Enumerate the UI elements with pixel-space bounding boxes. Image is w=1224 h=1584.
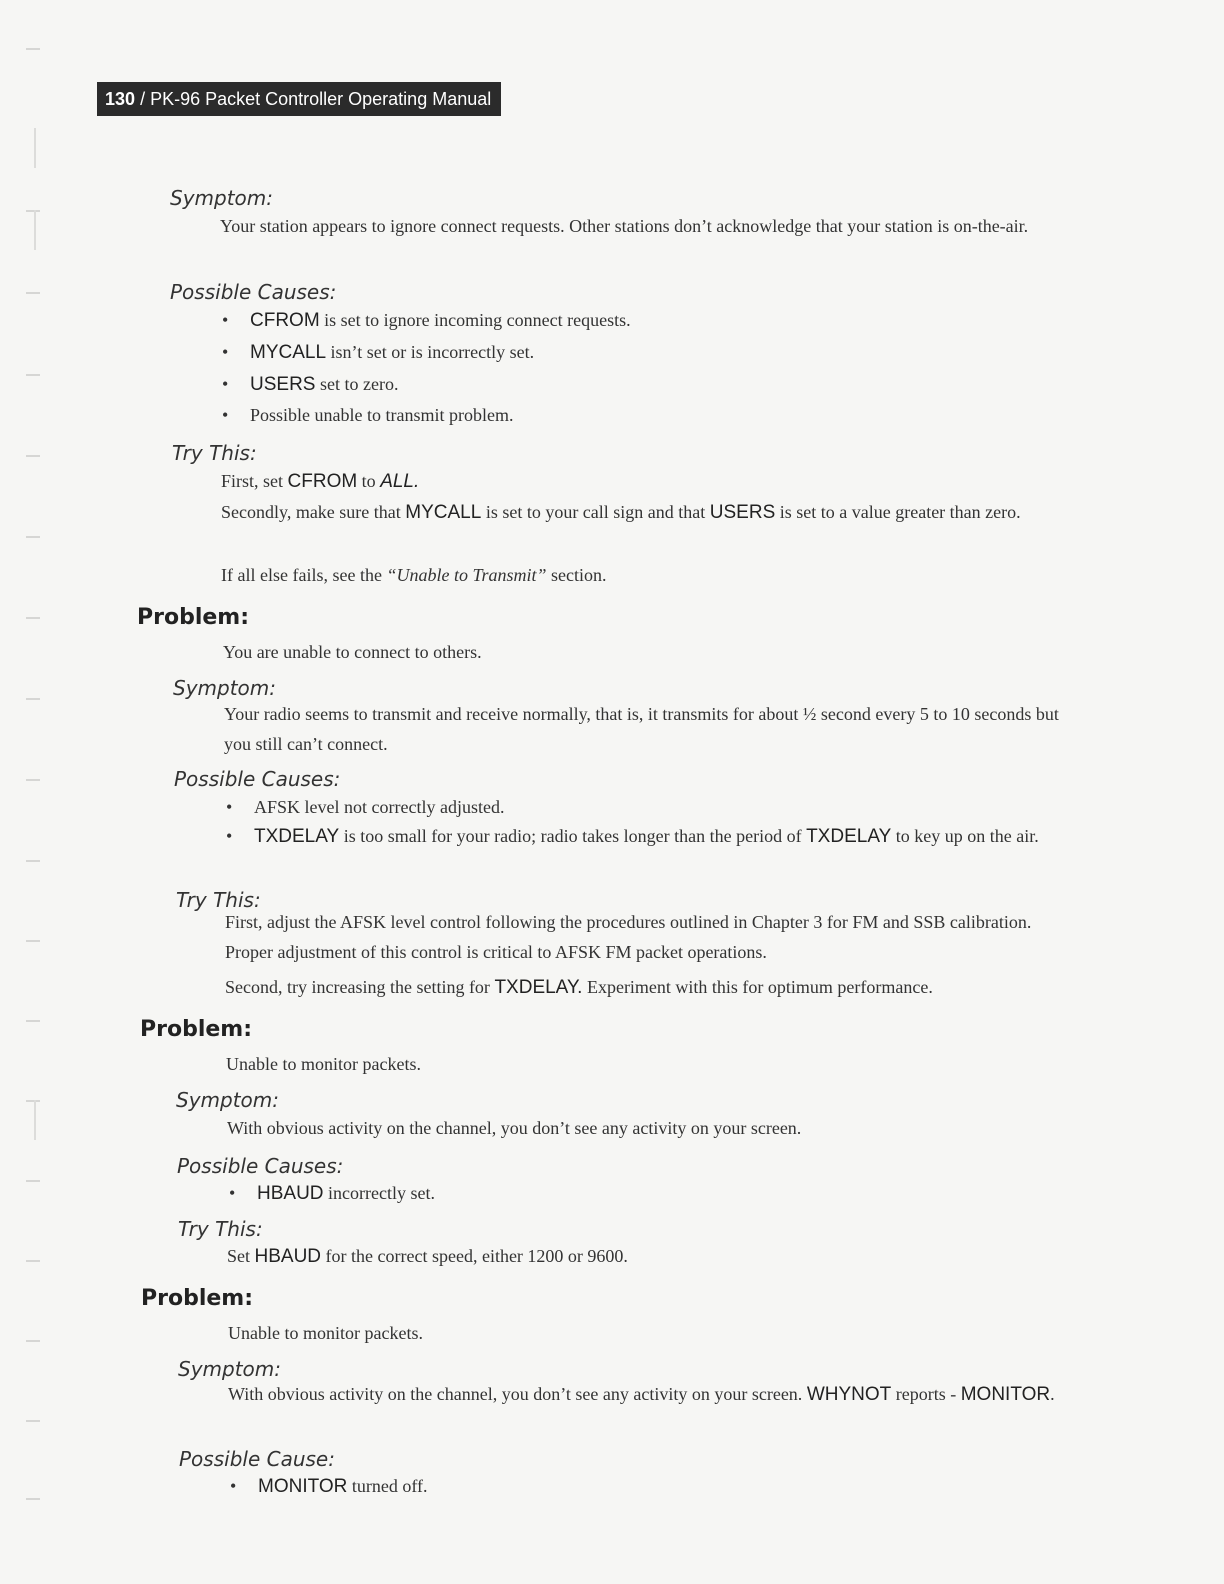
problem-heading: Problem:: [137, 605, 250, 630]
symptom-heading: Symptom:: [173, 676, 277, 700]
text: First, set: [221, 471, 288, 491]
problem-heading: Problem:: [140, 1017, 253, 1042]
symptom-text: With obvious activity on the channel, you don’t see any activity on your screen.: [227, 1118, 802, 1138]
text: Second, try increasing the setting for: [225, 977, 495, 997]
command-value: ALL.: [380, 471, 420, 492]
problem-heading: Problem:: [141, 1286, 254, 1311]
symptom-heading: Symptom:: [170, 186, 274, 210]
causes-heading: Possible Causes:: [170, 280, 337, 304]
list-item: [226, 821, 1076, 852]
try-text: [221, 560, 1071, 590]
text: for the correct speed, either 1200 or 9600.: [321, 1246, 628, 1266]
problem-text: Unable to monitor packets.: [228, 1323, 423, 1343]
text: reports -: [891, 1384, 961, 1404]
section-reference: “Unable to Transmit”: [386, 565, 547, 585]
causes-heading: Possible Causes:: [174, 767, 341, 791]
list-item: [229, 1178, 1059, 1209]
command-name: TXDELAY.: [494, 977, 583, 998]
bullet-text: incorrectly set.: [323, 1183, 435, 1203]
command-name: CFROM: [250, 310, 320, 331]
symptom-heading: Symptom:: [178, 1357, 282, 1381]
problem-text: Unable to monitor packets.: [226, 1054, 421, 1074]
text: With obvious activity on the channel, you don’t see any activity on your screen.: [228, 1384, 807, 1404]
bullet-text: is too small for your radio; radio takes longer than the period of: [339, 826, 807, 846]
causes-heading: Possible Causes:: [177, 1154, 344, 1178]
bullet-text: AFSK level not correctly adjusted.: [254, 797, 505, 817]
command-name: MONITOR: [960, 1384, 1051, 1405]
bullet-text: Possible unable to transmit problem.: [250, 405, 514, 425]
list-item: [222, 305, 1052, 336]
command-name: USERS: [250, 374, 316, 395]
try-heading: Try This:: [178, 1217, 263, 1241]
try-heading: Try This:: [172, 441, 257, 465]
page-header: [97, 82, 501, 116]
text: .: [1050, 1384, 1055, 1404]
list-item: [222, 369, 1052, 400]
text: If all else fails, see the: [221, 565, 387, 585]
manual-title: / PK-96 Packet Controller Operating Manual: [140, 89, 492, 109]
command-name: HBAUD: [257, 1183, 324, 1204]
list-item: [230, 1471, 1060, 1502]
list-item: [226, 792, 1056, 822]
symptom-text: Your station appears to ignore connect requests. Other stations don’t acknowledge that your station is on-the-air.: [220, 216, 1029, 236]
bullet-text: is set to ignore incoming connect requests.: [319, 310, 631, 330]
command-name: TXDELAY: [254, 826, 340, 847]
text: Secondly, make sure that: [221, 502, 406, 522]
text: is set to a value greater than zero.: [775, 502, 1021, 522]
list-item: [222, 400, 1052, 430]
text: is set to your call sign and that: [481, 502, 710, 522]
try-text: First, adjust the AFSK level control following the procedures outlined in Chapter 3 for FM and SSB calibration. Proper adjustment of this control is critical to AFSK FM packet operations.: [225, 912, 1032, 962]
try-text: [221, 497, 1071, 528]
page-number: 130: [105, 89, 136, 109]
bullet-text: turned off.: [347, 1476, 428, 1496]
try-heading: Try This:: [176, 888, 261, 912]
bullet-text: set to zero.: [315, 374, 399, 394]
symptom-text: Your radio seems to transmit and receive normally, that is, it transmits for about ½ second every 5 to 10 seconds but you still can’t connect.: [224, 704, 1059, 754]
symptom-heading: Symptom:: [176, 1088, 280, 1112]
command-name: WHYNOT: [806, 1384, 892, 1405]
try-text: [221, 466, 1071, 497]
command-name: USERS: [709, 502, 776, 523]
margin-marks: [26, 0, 42, 1584]
command-name: MYCALL: [405, 502, 482, 523]
list-item: [222, 337, 1052, 368]
bullet-text: isn’t set or is incorrectly set.: [326, 342, 535, 362]
text: to: [357, 471, 381, 491]
text: section.: [546, 565, 607, 585]
try-text: [225, 972, 1075, 1003]
cause-heading: Possible Cause:: [179, 1447, 335, 1471]
text: Set: [227, 1246, 255, 1266]
command-name: HBAUD: [254, 1246, 322, 1267]
symptom-text: [228, 1379, 1078, 1410]
command-name: CFROM: [287, 471, 358, 492]
text: Experiment with this for optimum performance.: [582, 977, 933, 997]
command-name: MYCALL: [250, 342, 327, 363]
try-text: [227, 1241, 1077, 1272]
problem-text: You are unable to connect to others.: [223, 642, 482, 662]
command-name: TXDELAY: [806, 826, 892, 847]
command-name: MONITOR: [258, 1476, 348, 1497]
bullet-text: to key up on the air.: [891, 826, 1039, 846]
